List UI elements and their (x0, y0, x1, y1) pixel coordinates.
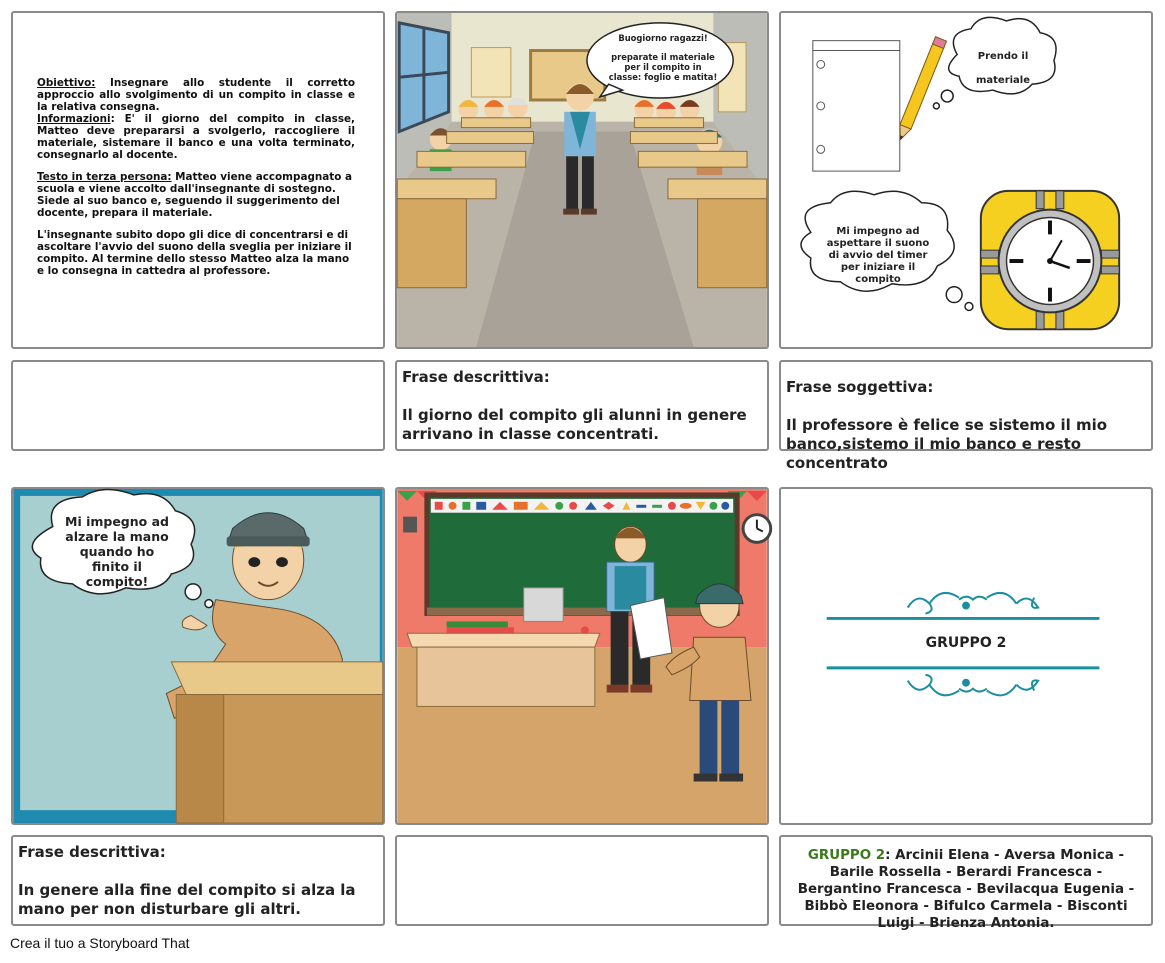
panel-5-delivery (395, 487, 769, 825)
group-title-decoration (781, 489, 1151, 823)
thought-bottom-text: Mi impegno ad aspettare il suono di avvio del timer per iniziare il compito (826, 226, 930, 285)
caption-row1-mid-head: Frase descrittiva: (402, 368, 550, 386)
objectives-text (37, 77, 355, 287)
wall-clock-icon (743, 515, 771, 543)
panel-2-classroom (395, 11, 769, 349)
caption-row2-left (11, 835, 385, 926)
informazioni-text: : E' il giorno del compito in classe, Matteo deve prepararsi a svolgerlo, raccogliere il materiale, sistemare il banco e una volta terminato, consegnarlo al docente. (37, 113, 355, 161)
caption-row1-right (779, 360, 1153, 472)
student-desk (171, 662, 382, 823)
timer-clock-icon (981, 191, 1119, 329)
panel-6-group-title (779, 487, 1153, 825)
paper-sheet (813, 41, 900, 171)
materials-scene (781, 13, 1151, 347)
delivery-scene (397, 489, 767, 823)
teacher-speech-text (607, 33, 719, 82)
thought-top-line2: materiale (975, 75, 1031, 86)
bubble-instruction: preparate il materiale per il compito in classe: foglio e matita! (608, 52, 718, 82)
terza-persona-text: Matteo viene accompagnato a scuola e viene accolto dall'insegnante di sostegno. Siede al suo banco e, seguendo il suggerimento del docente, prepara il materiale. (37, 171, 353, 219)
thought-top-line1: Prendo il (977, 51, 1029, 62)
caption-row1-right-body: Il professore è felice se sistemo il mio banco,sistemo il mio banco e resto concentrato (786, 416, 1108, 472)
trash-bin-icon (403, 517, 417, 533)
caption-row1-right-head: Frase soggettiva: (786, 378, 934, 396)
terza-persona-label: Testo in terza persona: (37, 171, 172, 183)
bubble-greeting: Buogiorno ragazzi! (618, 33, 708, 43)
pencil-icon (895, 37, 947, 142)
group-title: GRUPPO 2 (925, 635, 1007, 651)
caption-row2-mid (395, 835, 769, 926)
group-members-names: : Arcinii Elena - Aversa Monica - Barile Rossella - Berardi Francesca - Bergantino Francesca - Bevilacqua Eugenia - Bibbò Eleonora - Bifulco Carmela - Bisconti Luigi - Brienza Antonia. (797, 848, 1135, 931)
footer-credit[interactable]: Crea il tuo a Storyboard That (10, 935, 190, 951)
caption-row2-left-head: Frase descrittiva: (18, 843, 166, 861)
obiettivo-label: Obiettivo: (37, 77, 96, 89)
bottom-flourish (908, 675, 1038, 696)
group-members (779, 835, 1153, 931)
caption-row2-left-body: In genere alla fine del compito si alza la mano per non disturbare gli altri. (18, 881, 356, 918)
panel-4-raise-hand (11, 487, 385, 825)
final-paragraph: L'insegnante subito dopo gli dice di concentrarsi e di ascoltare l'avvio del suono della sveglia per iniziare il compito. Al termine dello stesso Matteo alza la mano e lo consegna in cattedra al professore. (37, 229, 352, 277)
thought-top-text (967, 45, 1039, 93)
caption-row1-left (11, 360, 385, 451)
caption-row1-mid (395, 360, 769, 451)
panel-3-materials (779, 11, 1153, 349)
informazioni-label: Informazioni (37, 113, 111, 125)
chalkboard (427, 495, 737, 616)
obiettivo-text: Insegnare allo studente il corretto approccio allo svolgimento di un compito in classe e la relativa consegna. (37, 77, 355, 113)
caption-row1-mid-body: Il giorno del compito gli alunni in genere arrivano in classe concentrati. (402, 406, 747, 443)
top-flourish (908, 593, 1038, 614)
panel-1-objectives (11, 11, 385, 349)
group-members-label: GRUPPO 2 (807, 848, 886, 863)
student-thought-text: Mi impegno ad alzare la mano quando ho finito il compito! (65, 514, 169, 589)
